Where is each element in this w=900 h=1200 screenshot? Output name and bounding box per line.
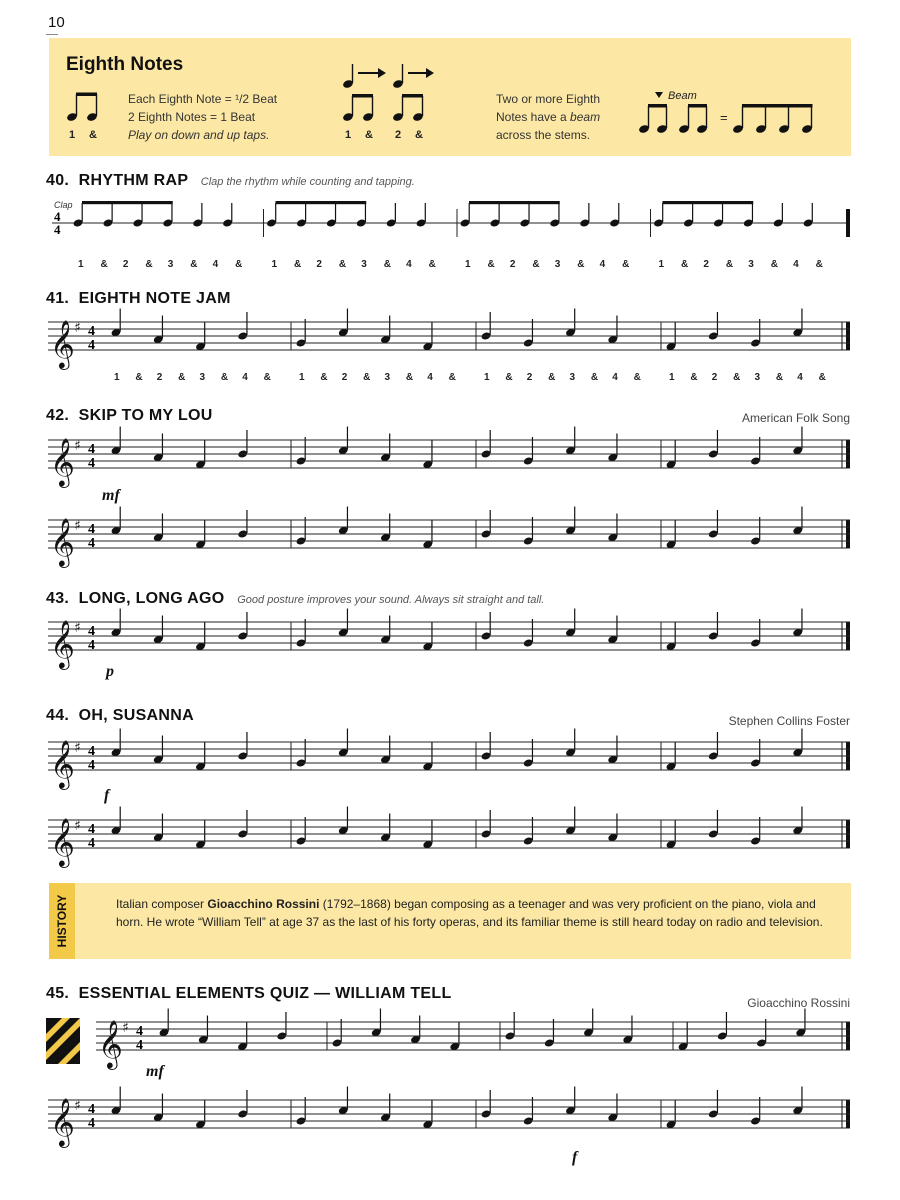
key-sharp: ♯ bbox=[74, 518, 81, 534]
time-sig: 4 bbox=[88, 324, 95, 339]
count-label: & bbox=[775, 372, 784, 383]
count-label: 4 bbox=[427, 372, 433, 383]
note-group bbox=[50, 729, 850, 791]
rule-text: 2 Eighth Notes = 1 Beat bbox=[128, 110, 256, 124]
count-label: 3 bbox=[754, 372, 761, 383]
count-label: 2 bbox=[526, 372, 533, 383]
page-number: 10 bbox=[48, 14, 65, 31]
note-group bbox=[50, 507, 850, 569]
key-sharp: ♯ bbox=[74, 1098, 81, 1114]
exercise-name: OH, SUSANNA bbox=[78, 707, 194, 724]
count-label: & bbox=[818, 372, 826, 383]
count-label: 2 bbox=[395, 129, 402, 141]
key-sharp: ♯ bbox=[122, 1020, 129, 1036]
count-row bbox=[114, 372, 826, 383]
count-label: 3 bbox=[384, 372, 391, 383]
note-beam bbox=[663, 201, 754, 204]
count-label: & bbox=[235, 259, 243, 270]
time-sig: 4 bbox=[136, 1024, 143, 1039]
count-label: & bbox=[725, 259, 734, 270]
exercise-number: 42. bbox=[46, 407, 70, 424]
count-label: 1 bbox=[271, 259, 278, 270]
count-label: & bbox=[590, 372, 599, 383]
count-label: & bbox=[135, 372, 143, 383]
time-sig: 4 bbox=[88, 822, 95, 837]
note-group bbox=[52, 201, 850, 237]
exercise-41-title bbox=[46, 290, 231, 308]
count-label: & bbox=[487, 259, 495, 270]
count-label: & bbox=[100, 259, 108, 270]
time-sig: 4 bbox=[54, 209, 61, 224]
tap-arrows-figure bbox=[340, 60, 440, 146]
count-label: 2 bbox=[316, 259, 322, 270]
key-sharp: ♯ bbox=[74, 818, 81, 834]
note-beam bbox=[82, 201, 173, 204]
exercise-45-credit: Gioacchino Rossini bbox=[747, 996, 850, 1010]
count-label: & bbox=[622, 259, 630, 270]
note-group bbox=[98, 1009, 850, 1071]
count-row bbox=[78, 259, 823, 270]
beam-text: across the stems. bbox=[496, 128, 591, 142]
treble-clef-icon: 𝄞 bbox=[50, 319, 75, 368]
count-label: 3 bbox=[361, 259, 367, 270]
count-label: 1 bbox=[484, 372, 490, 383]
exercise-number: 41. bbox=[46, 290, 70, 307]
count-label: & bbox=[532, 259, 540, 270]
count-label: 1 bbox=[465, 259, 471, 270]
time-sig: 4 bbox=[136, 1038, 143, 1053]
count-label: & bbox=[633, 372, 641, 383]
exercise-40-title bbox=[46, 172, 415, 190]
dynamic-f: f bbox=[572, 1149, 578, 1166]
exercise-number: 40. bbox=[46, 172, 70, 189]
count-label: & bbox=[548, 372, 556, 383]
history-text bbox=[116, 896, 838, 931]
exercise-number: 44. bbox=[46, 707, 70, 724]
staff-45b bbox=[46, 1088, 852, 1168]
count-label: 3 bbox=[554, 259, 561, 270]
time-sig: 4 bbox=[88, 536, 95, 551]
exercise-name: LONG, LONG AGO bbox=[78, 590, 225, 607]
count-label: & bbox=[145, 259, 153, 270]
exercise-name: EIGHTH NOTE JAM bbox=[78, 290, 231, 307]
time-sig: 4 bbox=[88, 338, 95, 353]
time-sig: 4 bbox=[88, 744, 95, 759]
time-sig: 4 bbox=[88, 442, 95, 457]
time-sig: 4 bbox=[88, 1102, 95, 1117]
count-label: & bbox=[383, 259, 391, 270]
note-beam bbox=[276, 201, 367, 204]
beam-equivalence-figure bbox=[636, 86, 836, 144]
exercise-44-credit: Stephen Collins Foster bbox=[728, 714, 850, 728]
count-label: & bbox=[428, 259, 436, 270]
eighth-note-pair-icon bbox=[64, 88, 114, 144]
count-label: & bbox=[770, 259, 778, 270]
exercise-name: SKIP TO MY LOU bbox=[78, 407, 213, 424]
exercise-note: Good posture improves your sound. Always sit straight and tall. bbox=[237, 594, 545, 606]
beam-text bbox=[496, 108, 600, 126]
equals-sign: = bbox=[720, 110, 728, 125]
history-label bbox=[49, 883, 75, 959]
count-label: 2 bbox=[122, 259, 129, 270]
exercise-42-title bbox=[46, 407, 213, 425]
count-label: 3 bbox=[199, 372, 206, 383]
count-label: & bbox=[733, 372, 741, 383]
key-sharp: ♯ bbox=[74, 740, 81, 756]
treble-clef-icon: 𝄞 bbox=[50, 817, 75, 866]
eighth-note-pair-icon bbox=[342, 94, 424, 122]
count-label: 2 bbox=[711, 372, 718, 383]
history-text-part: (1792–1868) began composing as a teenager and was very proficient on the piano, viola and horn. He wrote “William Tell” at age 37 as the last of his forty operas, and its familiar theme is still heard today on radio and television. bbox=[116, 897, 823, 929]
time-sig: 4 bbox=[88, 1116, 95, 1131]
staff-44a bbox=[46, 730, 852, 810]
count-label: 3 bbox=[167, 259, 174, 270]
exercise-note: Clap the rhythm while counting and tapping. bbox=[200, 176, 415, 188]
count-label: & bbox=[577, 259, 585, 270]
staff-44b bbox=[46, 808, 852, 872]
count-label: 1 bbox=[69, 129, 76, 141]
staff-43 bbox=[46, 610, 852, 690]
note-group bbox=[50, 427, 850, 489]
composer-name: Gioacchino Rossini bbox=[207, 897, 320, 911]
key-sharp: ♯ bbox=[74, 620, 81, 636]
count-label: 1 bbox=[299, 372, 305, 383]
beam-text-em: beam bbox=[570, 110, 601, 124]
count-label: 1 bbox=[345, 129, 352, 141]
exercise-number: 45. bbox=[46, 985, 70, 1002]
dynamic-p: p bbox=[106, 663, 114, 680]
count-label: & bbox=[448, 372, 456, 383]
time-sig: 4 bbox=[88, 456, 95, 471]
dynamic-mf: mf bbox=[102, 487, 120, 504]
note-group bbox=[50, 609, 850, 671]
count-label: & bbox=[690, 372, 698, 383]
beam-text: Two or more Eighth bbox=[496, 92, 601, 106]
history-text-part: Italian composer bbox=[116, 897, 208, 911]
count-label: 4 bbox=[599, 259, 606, 270]
staff-42b bbox=[46, 508, 852, 572]
treble-clef-icon: 𝄞 bbox=[98, 1019, 123, 1068]
exercise-44-title bbox=[46, 707, 194, 725]
time-sig: 4 bbox=[88, 758, 95, 773]
exercise-name: RHYTHM RAP bbox=[78, 172, 189, 189]
exercise-43-title bbox=[46, 590, 544, 608]
count-label: 1 bbox=[669, 372, 675, 383]
rhythm-staff-40 bbox=[46, 194, 852, 278]
treble-clef-icon: 𝄞 bbox=[50, 619, 75, 668]
count-label: & bbox=[89, 129, 97, 141]
beam-text-part: Notes have a bbox=[496, 110, 571, 124]
quiz-stripe-icon bbox=[46, 1018, 80, 1064]
count-label: 2 bbox=[341, 372, 348, 383]
key-sharp: ♯ bbox=[74, 320, 81, 336]
count-label: 4 bbox=[406, 259, 412, 270]
eighth-note-rules bbox=[128, 90, 277, 144]
count-label: & bbox=[293, 259, 302, 270]
time-sig: 4 bbox=[88, 638, 95, 653]
count-label: & bbox=[365, 129, 373, 141]
treble-clef-icon: 𝄞 bbox=[50, 437, 75, 486]
beam-pointer-icon bbox=[655, 92, 663, 98]
treble-clef-icon: 𝄞 bbox=[50, 1097, 75, 1146]
note-group bbox=[50, 1087, 850, 1149]
count-label: & bbox=[505, 372, 513, 383]
rule-text: Each Eighth Note = ¹/2 Beat bbox=[128, 92, 278, 106]
count-label: & bbox=[263, 372, 271, 383]
beam-label: Beam bbox=[668, 90, 697, 102]
count-label: 1 bbox=[658, 259, 665, 270]
staff-42a bbox=[46, 428, 852, 508]
count-label: 3 bbox=[748, 259, 754, 270]
treble-clef-icon: 𝄞 bbox=[50, 739, 75, 788]
exercise-number: 43. bbox=[46, 590, 70, 607]
rule-text: Play on down and up taps. bbox=[128, 128, 270, 142]
time-sig: 4 bbox=[88, 522, 95, 537]
count-label: 2 bbox=[703, 259, 709, 270]
exercise-name: ESSENTIAL ELEMENTS QUIZ — WILLIAM TELL bbox=[78, 985, 452, 1002]
beam-explanation bbox=[496, 90, 600, 144]
count-label: & bbox=[415, 129, 423, 141]
beam-arrow-icon bbox=[342, 64, 434, 89]
time-sig: 4 bbox=[54, 222, 61, 237]
note-group bbox=[50, 807, 850, 869]
history-label-text: HISTORY bbox=[55, 894, 69, 948]
count-label: & bbox=[338, 259, 347, 270]
count-label: 3 bbox=[569, 372, 576, 383]
note-beam bbox=[469, 201, 560, 204]
time-sig: 4 bbox=[88, 836, 95, 851]
time-sig: 4 bbox=[88, 624, 95, 639]
count-label: 4 bbox=[793, 259, 799, 270]
count-label: & bbox=[178, 372, 186, 383]
count-label: 2 bbox=[156, 372, 163, 383]
count-label: & bbox=[190, 259, 198, 270]
staff-41 bbox=[46, 310, 852, 390]
staff-45a bbox=[46, 1010, 852, 1086]
eighth-note-pair-icon bbox=[638, 104, 708, 134]
dynamic-mf: mf bbox=[146, 1063, 164, 1080]
count-label: & bbox=[220, 372, 229, 383]
count-label: 2 bbox=[509, 259, 516, 270]
count-label: 4 bbox=[242, 372, 248, 383]
count-label: & bbox=[320, 372, 328, 383]
count-label: 4 bbox=[612, 372, 618, 383]
count-label: & bbox=[680, 259, 689, 270]
count-label: & bbox=[363, 372, 371, 383]
count-label: 1 bbox=[78, 259, 84, 270]
exercise-45-title bbox=[46, 985, 452, 1003]
note-group bbox=[50, 309, 850, 371]
clap-label: Clap bbox=[54, 200, 73, 210]
count-label: 1 bbox=[114, 372, 120, 383]
corner-mark bbox=[46, 34, 58, 35]
treble-clef-icon: 𝄞 bbox=[50, 517, 75, 566]
count-label: & bbox=[815, 259, 823, 270]
four-beamed-eighths-icon bbox=[732, 104, 813, 134]
count-label: 4 bbox=[797, 372, 803, 383]
key-sharp: ♯ bbox=[74, 438, 81, 454]
intro-title: Eighth Notes bbox=[66, 54, 184, 75]
exercise-42-credit: American Folk Song bbox=[741, 411, 850, 425]
count-label: & bbox=[405, 372, 414, 383]
count-label: 4 bbox=[212, 259, 219, 270]
dynamic-f: f bbox=[104, 787, 110, 804]
final-bar bbox=[846, 209, 850, 237]
